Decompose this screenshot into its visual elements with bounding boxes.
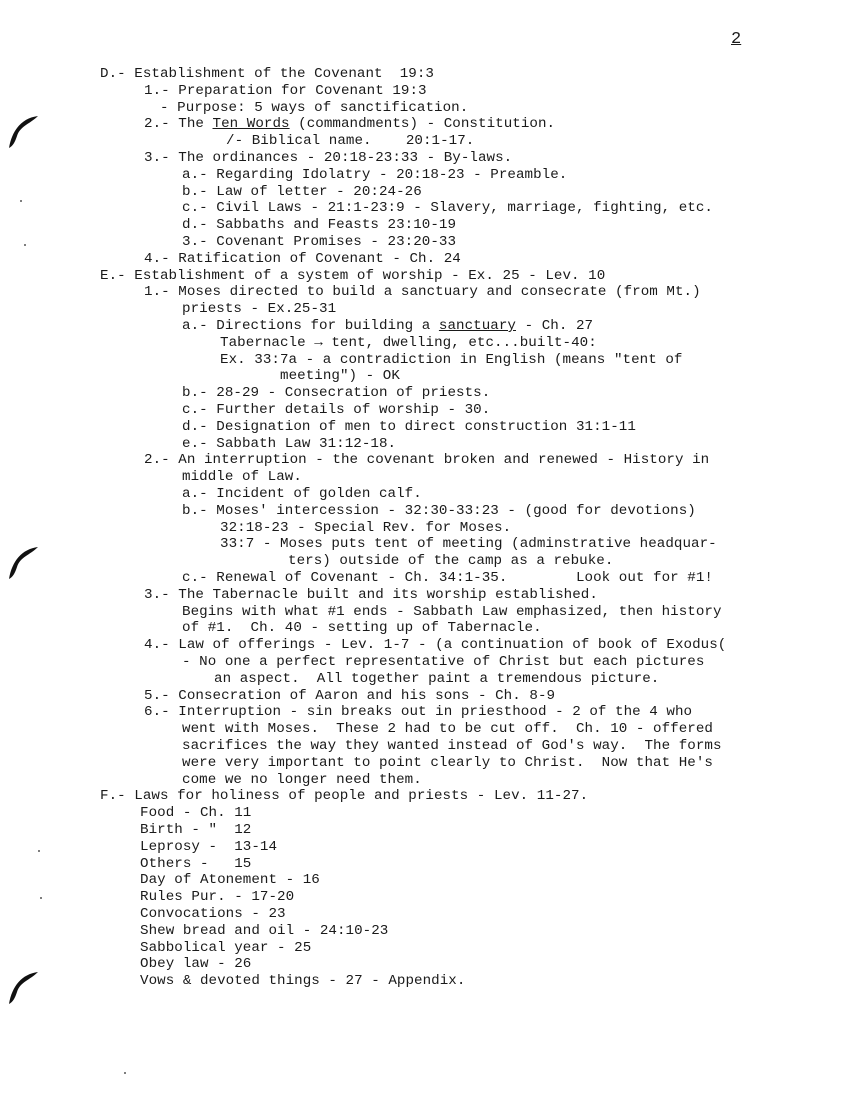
text-line: 2.- The Ten Words (commandments) - Constitution. (144, 116, 556, 133)
text-line: middle of Law. (182, 469, 302, 486)
text-line: Convocations - 23 (140, 906, 286, 922)
text-line: come we no longer need them. (182, 771, 422, 788)
text-line: 4.- Ratification of Covenant - Ch. 24 (144, 250, 461, 267)
text-line: of #1. Ch. 40 - setting up of Tabernacle. (182, 620, 542, 637)
text-line: b.- Moses' intercession - 32:30-33:23 - (good for devotions) (182, 502, 696, 519)
text-line: 6.- Interruption - sin breaks out in priesthood - 2 of the 4 who (144, 704, 693, 721)
text-line: Vows & devoted things - 27 - Appendix. (140, 973, 466, 990)
page-number: 2 (731, 30, 742, 49)
text-line: d.- Sabbaths and Feasts 23:10-19 (182, 217, 457, 234)
text-line: a.- Regarding Idolatry - 20:18-23 - Preamble. (182, 166, 568, 183)
text-line: priests - Ex.25-31 (182, 301, 337, 318)
text-line: 2.- An interruption - the covenant broken and renewed - History in (144, 452, 710, 469)
punch-hole-mark (6, 112, 40, 152)
text-line: c.- Further details of worship - 30. (182, 402, 491, 418)
text-line: Rules Pur. - 17-20 (140, 889, 295, 906)
text-line: b.- Law of letter - 20:24-26 (182, 183, 422, 200)
text-line: Sabbolical year - 25 (140, 939, 312, 956)
speck (38, 850, 40, 852)
text-line: Day of Atonement - 16 (140, 872, 320, 889)
text-line: Shew bread and oil - 24:10-23 (140, 922, 389, 939)
text-line: 3.- The Tabernacle built and its worship established. (144, 586, 598, 603)
text-line: E.- Establishment of a system of worship - Ex. 25 - Lev. 10 (100, 267, 606, 284)
text-line: 1.- Moses directed to build a sanctuary and consecrate (from Mt.) (144, 284, 701, 301)
underlined-term: Ten Words (212, 116, 290, 133)
text-line: 4.- Law of offerings - Lev. 1-7 - (a continuation of book of Exodus( (144, 637, 727, 654)
text-line: Food - Ch. 11 (140, 805, 252, 822)
text-line: D.- Establishment of the Covenant 19:3 (100, 66, 434, 82)
text-line: Leprosy - 13-14 (140, 838, 278, 855)
underlined-term: sanctuary (438, 318, 516, 334)
text-line: sacrifices the way they wanted instead of God's way. The forms (182, 738, 722, 754)
text-line: 3.- The ordinances - 20:18-23:33 - By-laws. (144, 150, 513, 166)
text-line: d.- Designation of men to direct construction 31:1-11 (182, 418, 636, 435)
text-line: c.- Civil Laws - 21:1-23:9 - Slavery, marriage, fighting, etc. (182, 200, 713, 217)
punch-hole-mark (6, 968, 40, 1008)
text-line: a.- Directions for building a sanctuary - Ch. 27 (182, 318, 594, 334)
speck (124, 1072, 126, 1074)
speck (40, 897, 42, 899)
text-line: went with Moses. These 2 had to be cut off. Ch. 10 - offered (182, 721, 713, 738)
text-line: Tabernacle → tent, dwelling, etc...built-40: (220, 334, 597, 351)
text-line: 1.- Preparation for Covenant 19:3 (144, 82, 427, 99)
text-line: 32:18-23 - Special Rev. for Moses. (220, 519, 512, 536)
text-line: - Purpose: 5 ways of sanctification. (160, 99, 469, 116)
speck (20, 200, 22, 202)
text-line: an aspect. All together paint a tremendous picture. (214, 670, 660, 687)
text-line: b.- 28-29 - Consecration of priests. (182, 385, 491, 402)
text-line: 3.- Covenant Promises - 23:20-33 (182, 234, 457, 250)
text-line: Others - 15 (140, 855, 252, 872)
text-line: 33:7 - Moses puts tent of meeting (adminstrative headquar- (220, 536, 717, 553)
text-line: Birth - " 12 (140, 822, 252, 838)
text-line: ters) outside of the camp as a rebuke. (288, 553, 614, 570)
text-line: - No one a perfect representative of Christ but each pictures (182, 654, 705, 670)
text-line: c.- Renewal of Covenant - Ch. 34:1-35. Look out for #1! (182, 570, 713, 586)
text-line: Obey law - 26 (140, 956, 252, 973)
punch-hole-mark (6, 543, 40, 583)
text-line: /- Biblical name. 20:1-17. (226, 133, 475, 150)
text-line: were very important to point clearly to Christ. Now that He's (182, 754, 713, 771)
text-line: a.- Incident of golden calf. (182, 486, 422, 502)
text-line: Begins with what #1 ends - Sabbath Law emphasized, then history (182, 603, 722, 620)
text-line: F.- Laws for holiness of people and priests - Lev. 11-27. (100, 788, 589, 805)
text-line: Ex. 33:7a - a contradiction in English (means "tent of (220, 351, 683, 368)
text-line: 5.- Consecration of Aaron and his sons - Ch. 8-9 (144, 687, 556, 704)
speck (24, 244, 26, 246)
text-line: e.- Sabbath Law 31:12-18. (182, 435, 397, 452)
text-line: meeting") - OK (280, 368, 400, 385)
